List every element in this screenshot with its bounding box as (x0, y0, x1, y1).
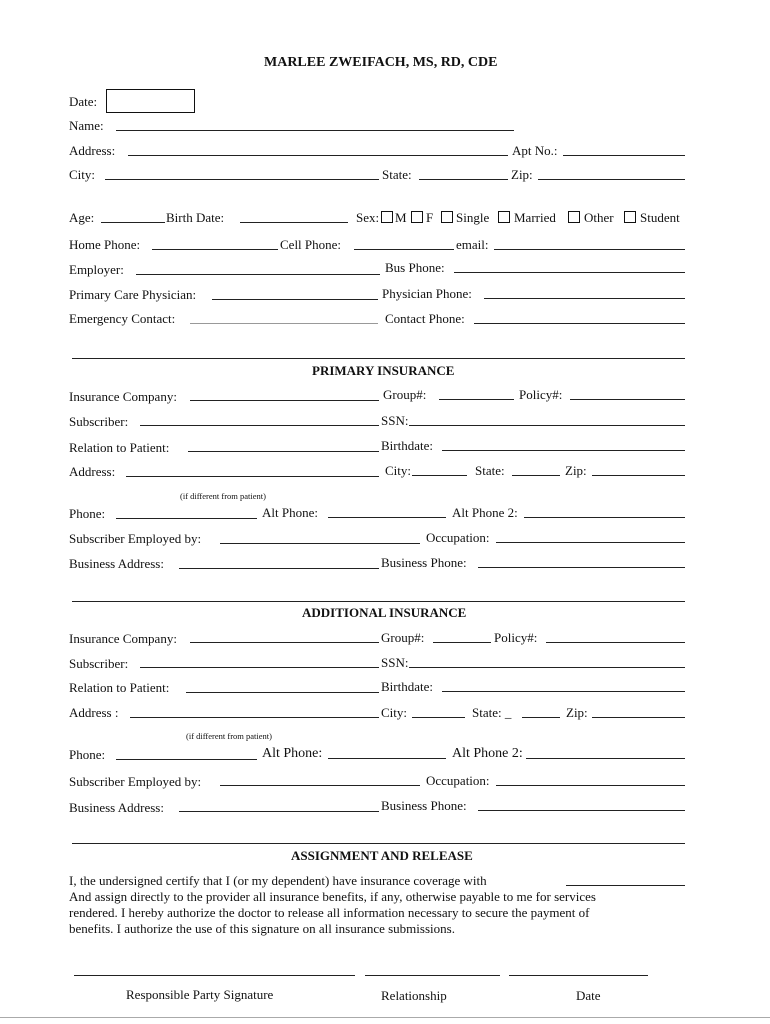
sex-label: Sex: (356, 210, 380, 225)
primary-relation-field[interactable] (188, 451, 379, 452)
primary-alt-phone-field[interactable] (328, 517, 446, 518)
date-field[interactable] (106, 89, 195, 113)
physician-phone-field[interactable] (484, 298, 685, 299)
additional-relation-label: Relation to Patient: (69, 680, 170, 695)
primary-policy-field[interactable] (570, 399, 685, 400)
other-label: Other (584, 210, 614, 225)
additional-ssn-field[interactable] (409, 667, 685, 668)
primary-zip-field[interactable] (592, 475, 685, 476)
zip-field[interactable] (538, 179, 685, 180)
contact-phone-field[interactable] (474, 323, 685, 324)
signature-date-field[interactable] (509, 975, 648, 976)
age-field[interactable] (101, 222, 165, 223)
primary-occupation-label: Occupation: (426, 530, 490, 545)
name-label: Name: (69, 118, 104, 133)
additional-employed-field[interactable] (220, 785, 420, 786)
additional-birthdate-label: Birthdate: (381, 679, 433, 694)
student-label: Student (640, 210, 680, 225)
additional-zip-label: Zip: (566, 705, 588, 720)
home-phone-field[interactable] (152, 249, 278, 250)
primary-subscriber-label: Subscriber: (69, 414, 129, 429)
primary-alt-phone2-label: Alt Phone 2: (452, 505, 518, 520)
additional-state-field[interactable] (522, 717, 560, 718)
assignment-line-3: rendered. I hereby authorize the doctor to release all information necessary to secure the payment of (69, 905, 590, 920)
birth-date-field[interactable] (240, 222, 348, 223)
assignment-line-4: benefits. I authorize the use of this signature on all insurance submissions. (69, 921, 455, 936)
primary-subscriber-field[interactable] (140, 425, 379, 426)
sex-m-label: M (395, 210, 407, 225)
additional-insurance-heading: ADDITIONAL INSURANCE (302, 605, 467, 620)
assignment-heading: ASSIGNMENT AND RELEASE (291, 848, 473, 863)
contact-phone-label: Contact Phone: (385, 311, 465, 326)
additional-company-label: Insurance Company: (69, 631, 177, 646)
additional-group-label: Group#: (381, 630, 425, 645)
sex-f-label: F (426, 210, 434, 225)
primary-phone-field[interactable] (116, 518, 257, 519)
primary-city-label: City: (385, 463, 412, 478)
additional-alt-phone2-label: Alt Phone 2: (452, 746, 523, 761)
assignment-line-2: And assign directly to the provider all insurance benefits, if any, otherwise payable to me for services (69, 889, 596, 904)
age-label: Age: (69, 210, 95, 225)
additional-business-address-field[interactable] (179, 811, 379, 812)
insurance-coverage-field[interactable] (566, 885, 685, 886)
single-label: Single (456, 210, 490, 225)
additional-birthdate-field[interactable] (442, 691, 685, 692)
additional-phone-label: Phone: (69, 747, 106, 762)
apt-field[interactable] (563, 155, 685, 156)
additional-zip-field[interactable] (592, 717, 685, 718)
home-phone-label: Home Phone: (69, 237, 141, 252)
primary-company-field[interactable] (190, 400, 379, 401)
additional-relation-field[interactable] (186, 692, 379, 693)
primary-ssn-field[interactable] (409, 425, 685, 426)
additional-company-field[interactable] (190, 642, 379, 643)
email-field[interactable] (494, 249, 685, 250)
section-divider (72, 601, 685, 602)
additional-subscriber-field[interactable] (140, 667, 379, 668)
primary-address-label: Address: (69, 464, 116, 479)
primary-state-field[interactable] (512, 475, 560, 476)
signature-date-label: Date (576, 988, 601, 1003)
primary-insurance-heading: PRIMARY INSURANCE (312, 363, 455, 378)
primary-birthdate-label: Birthdate: (381, 438, 433, 453)
birth-date-label: Birth Date: (166, 210, 225, 225)
primary-group-label: Group#: (383, 387, 427, 402)
primary-state-label: State: (475, 463, 505, 478)
additional-business-address-label: Business Address: (69, 800, 164, 815)
additional-group-field[interactable] (433, 642, 491, 643)
pcp-field[interactable] (212, 299, 378, 300)
primary-city-field[interactable] (412, 475, 467, 476)
additional-alt-phone-field[interactable] (328, 758, 446, 759)
married-label: Married (514, 210, 556, 225)
primary-business-address-label: Business Address: (69, 556, 164, 571)
primary-business-phone-field[interactable] (478, 567, 685, 568)
additional-occupation-field[interactable] (496, 785, 685, 786)
additional-state-label: State: _ (472, 705, 512, 720)
additional-policy-label: Policy#: (494, 630, 538, 645)
additional-subscriber-label: Subscriber: (69, 656, 129, 671)
employer-field[interactable] (136, 274, 380, 275)
cell-phone-field[interactable] (354, 249, 454, 250)
emergency-field[interactable] (190, 323, 378, 324)
additional-employed-label: Subscriber Employed by: (69, 774, 202, 789)
sex-m-checkbox[interactable] (381, 211, 393, 223)
primary-occupation-field[interactable] (496, 542, 685, 543)
primary-zip-label: Zip: (565, 463, 587, 478)
city-label: City: (69, 167, 96, 182)
state-label: State: (382, 167, 412, 182)
additional-address-field[interactable] (130, 717, 379, 718)
name-field[interactable] (116, 130, 514, 131)
primary-phone-label: Phone: (69, 506, 106, 521)
signature-label: Responsible Party Signature (126, 987, 274, 1002)
primary-birthdate-field[interactable] (442, 450, 685, 451)
city-field[interactable] (105, 179, 379, 180)
bus-phone-field[interactable] (454, 272, 685, 273)
additional-ssn-label: SSN: (381, 655, 409, 670)
additional-occupation-label: Occupation: (426, 773, 490, 788)
cell-phone-label: Cell Phone: (280, 237, 342, 252)
primary-alt-phone-label: Alt Phone: (262, 505, 318, 520)
additional-address-label: Address : (69, 705, 119, 720)
form-title: MARLEE ZWEIFACH, MS, RD, CDE (264, 55, 498, 70)
additional-business-phone-field[interactable] (478, 810, 685, 811)
additional-phone-field[interactable] (116, 759, 257, 760)
relationship-field[interactable] (365, 975, 500, 976)
section-divider (72, 358, 685, 359)
primary-address-field[interactable] (126, 476, 379, 477)
primary-business-address-field[interactable] (179, 568, 379, 569)
other-checkbox[interactable] (568, 211, 580, 223)
pcp-label: Primary Care Physician: (69, 287, 197, 302)
additional-address-note: (if different from patient) (186, 731, 272, 741)
married-checkbox[interactable] (498, 211, 510, 223)
apt-label: Apt No.: (512, 143, 558, 158)
primary-relation-label: Relation to Patient: (69, 440, 170, 455)
emergency-label: Emergency Contact: (69, 311, 176, 326)
address-label: Address: (69, 143, 116, 158)
primary-employed-field[interactable] (220, 543, 420, 544)
zip-label: Zip: (511, 167, 533, 182)
additional-business-phone-label: Business Phone: (381, 798, 467, 813)
employer-label: Employer: (69, 262, 124, 277)
sex-f-checkbox[interactable] (411, 211, 423, 223)
primary-company-label: Insurance Company: (69, 389, 177, 404)
email-label: email: (456, 237, 489, 252)
student-checkbox[interactable] (624, 211, 636, 223)
primary-employed-label: Subscriber Employed by: (69, 531, 202, 546)
state-field[interactable] (419, 179, 508, 180)
address-field[interactable] (128, 155, 508, 156)
bus-phone-label: Bus Phone: (385, 260, 445, 275)
date-label: Date: (69, 94, 98, 109)
additional-policy-field[interactable] (546, 642, 685, 643)
primary-group-field[interactable] (439, 399, 514, 400)
single-checkbox[interactable] (441, 211, 453, 223)
section-divider (72, 843, 685, 844)
bottom-edge-line (0, 1017, 770, 1018)
primary-ssn-label: SSN: (381, 413, 409, 428)
additional-alt-phone-label: Alt Phone: (262, 746, 323, 761)
primary-policy-label: Policy#: (519, 387, 563, 402)
physician-phone-label: Physician Phone: (382, 286, 472, 301)
relationship-label: Relationship (381, 988, 447, 1003)
additional-city-field[interactable] (412, 717, 465, 718)
additional-city-label: City: (381, 705, 408, 720)
primary-address-note: (if different from patient) (180, 491, 266, 501)
primary-business-phone-label: Business Phone: (381, 555, 467, 570)
primary-alt-phone2-field[interactable] (524, 517, 685, 518)
additional-alt-phone2-field[interactable] (526, 758, 685, 759)
assignment-line-1: I, the undersigned certify that I (or my dependent) have insurance coverage with (69, 873, 487, 888)
signature-field[interactable] (74, 975, 355, 976)
